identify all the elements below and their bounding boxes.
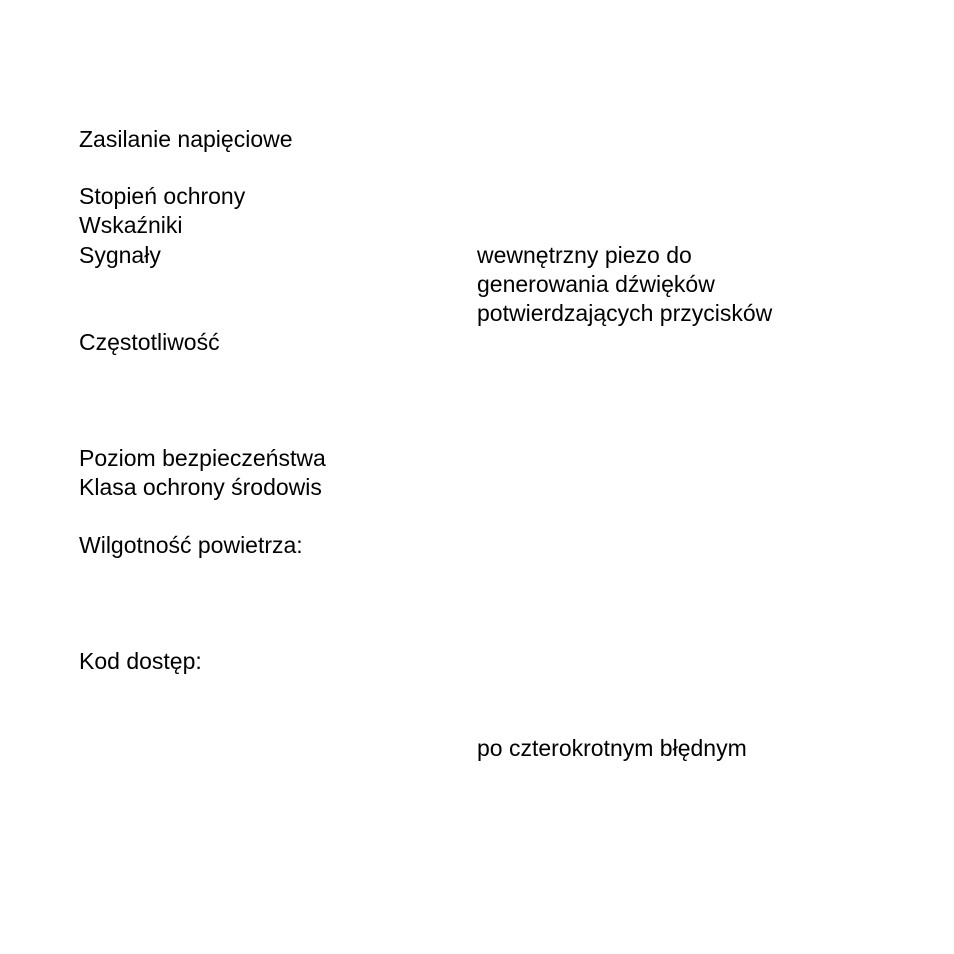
value-access-code-note: po czterokrotnym błędnym [477, 735, 747, 761]
label-security-level: Poziom bezpieczeństwa [79, 445, 326, 471]
label-protection-degree: Stopień ochrony [79, 183, 246, 209]
label-humidity: Wilgotność powietrza: [79, 532, 303, 558]
label-signals: Sygnały [79, 242, 161, 268]
value-signals-line-2: generowania dźwięków [477, 271, 715, 297]
label-frequency: Częstotliwość [79, 329, 220, 355]
label-access-code: Kod dostęp: [79, 648, 202, 674]
value-signals-line-3: potwierdzających przycisków [477, 300, 773, 326]
value-signals-line-1: wewnętrzny piezo do [477, 242, 692, 268]
label-power-supply: Zasilanie napięciowe [79, 126, 293, 152]
label-environmental-class: Klasa ochrony środowis [79, 474, 322, 500]
label-indicators: Wskaźniki [79, 212, 183, 238]
